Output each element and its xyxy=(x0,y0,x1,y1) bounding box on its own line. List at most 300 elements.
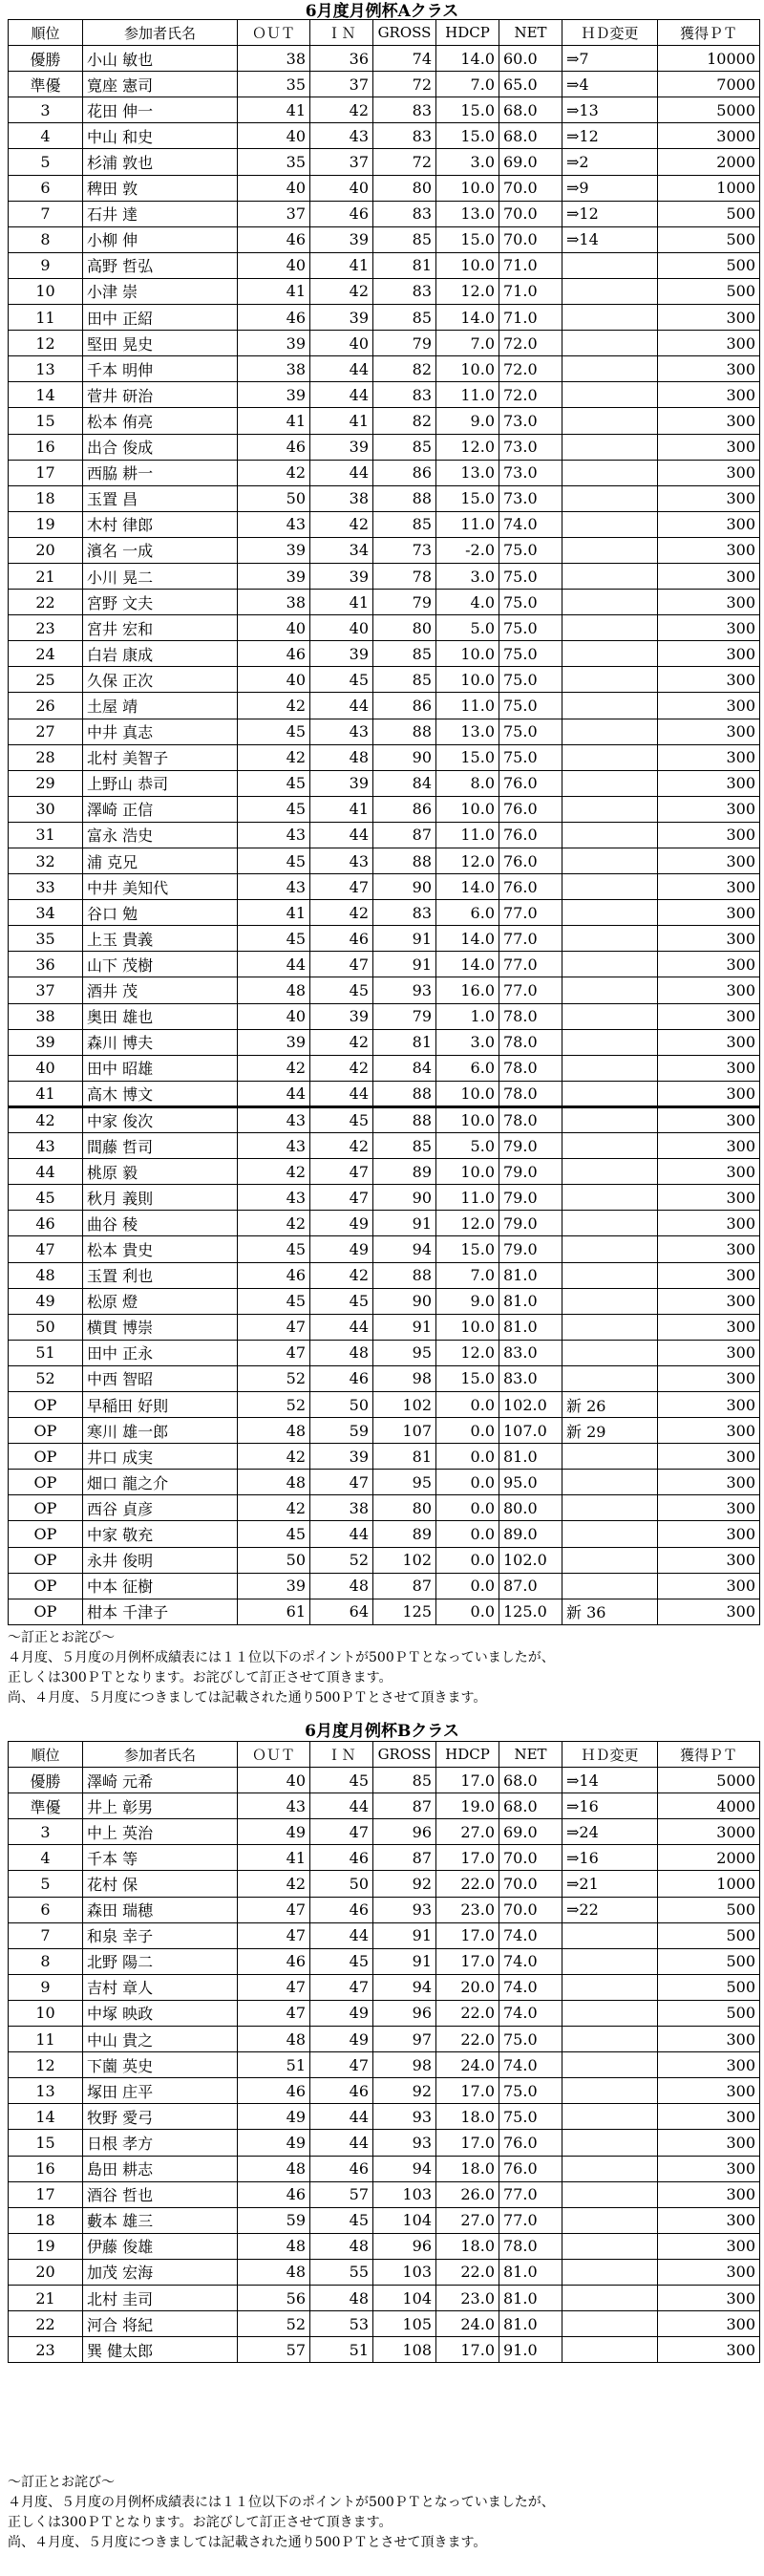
points-cell: 500 xyxy=(658,1922,760,1948)
points-cell: 300 xyxy=(658,744,760,770)
note-line: 正しくは300ＰＴとなります。お詫びして訂正させて頂きます。 xyxy=(8,1670,393,1685)
in-cell: 44 xyxy=(310,1521,373,1547)
out-cell: 47 xyxy=(238,1897,310,1922)
table-row xyxy=(9,149,760,175)
in-cell: 45 xyxy=(310,1106,373,1132)
rank-cell: 23 xyxy=(9,2337,83,2363)
out-cell: 45 xyxy=(238,1521,310,1547)
hdcp-cell: 27.0 xyxy=(436,1819,499,1845)
in-cell: 45 xyxy=(310,667,373,693)
hd-change-cell: ⇒22 xyxy=(562,1897,658,1922)
points-cell: 300 xyxy=(658,1470,760,1495)
name-cell: 中家 敬充 xyxy=(83,1521,238,1547)
name-cell: 稗田 敦 xyxy=(83,175,238,201)
table-row xyxy=(9,46,760,72)
name-cell: 小川 晃二 xyxy=(83,563,238,589)
points-cell: 300 xyxy=(658,563,760,589)
rank-cell: 32 xyxy=(9,848,83,874)
points-cell: 300 xyxy=(658,848,760,874)
name-cell: 藪本 雄三 xyxy=(83,2207,238,2233)
results-table-b xyxy=(8,1741,760,2363)
net-cell: 68.0 xyxy=(499,97,562,123)
gross-cell: 97 xyxy=(373,2027,436,2052)
hdcp-cell: 14.0 xyxy=(436,305,499,331)
table-row xyxy=(9,2233,760,2259)
hdcp-cell: 23.0 xyxy=(436,1897,499,1922)
column-header: HDCP xyxy=(436,1742,499,1768)
hdcp-cell: 18.0 xyxy=(436,2233,499,2259)
gross-cell: 88 xyxy=(373,1081,436,1106)
out-cell: 39 xyxy=(238,1573,310,1599)
points-cell: 300 xyxy=(658,1314,760,1340)
points-cell: 300 xyxy=(658,1365,760,1391)
net-cell: 77.0 xyxy=(499,2181,562,2207)
hdcp-cell: 5.0 xyxy=(436,1133,499,1159)
points-cell: 2000 xyxy=(658,1845,760,1871)
points-cell: 300 xyxy=(658,1547,760,1573)
net-cell: 74.0 xyxy=(499,511,562,537)
points-cell: 4000 xyxy=(658,1793,760,1819)
out-cell: 48 xyxy=(238,2027,310,2052)
name-cell: 中塚 映政 xyxy=(83,2000,238,2026)
in-cell: 48 xyxy=(310,1340,373,1365)
gross-cell: 84 xyxy=(373,1055,436,1081)
net-cell: 71.0 xyxy=(499,278,562,304)
hd-change-cell: ⇒16 xyxy=(562,1793,658,1819)
points-cell: 300 xyxy=(658,1418,760,1444)
table-row xyxy=(9,1948,760,1974)
hd-change-cell: ⇒12 xyxy=(562,201,658,226)
out-cell: 42 xyxy=(238,1871,310,1897)
hdcp-cell: 0.0 xyxy=(436,1391,499,1417)
column-header: ＩＮ xyxy=(310,20,373,46)
in-cell: 42 xyxy=(310,278,373,304)
in-cell: 44 xyxy=(310,1314,373,1340)
hd-change-cell xyxy=(562,2337,658,2363)
column-header: ＨＤ変更 xyxy=(562,1742,658,1768)
rank-cell: OP xyxy=(9,1391,83,1417)
name-cell: 杉浦 敦也 xyxy=(83,149,238,175)
points-cell: 300 xyxy=(658,667,760,693)
table-row xyxy=(9,1081,760,1106)
points-cell: 300 xyxy=(658,2259,760,2285)
hd-change-cell: ⇒9 xyxy=(562,175,658,201)
out-cell: 49 xyxy=(238,1819,310,1845)
points-cell: 300 xyxy=(658,2285,760,2310)
gross-cell: 98 xyxy=(373,1365,436,1391)
net-cell: 76.0 xyxy=(499,2130,562,2156)
rank-cell: 49 xyxy=(9,1288,83,1314)
rank-cell: 33 xyxy=(9,874,83,900)
hdcp-cell: 22.0 xyxy=(436,1871,499,1897)
out-cell: 40 xyxy=(238,667,310,693)
gross-cell: 102 xyxy=(373,1547,436,1573)
points-cell: 3000 xyxy=(658,1819,760,1845)
net-cell: 102.0 xyxy=(499,1547,562,1573)
rank-cell: OP xyxy=(9,1470,83,1495)
name-cell: 小柳 伸 xyxy=(83,226,238,252)
in-cell: 47 xyxy=(310,1185,373,1211)
gross-cell: 103 xyxy=(373,2181,436,2207)
points-cell: 300 xyxy=(658,2233,760,2259)
in-cell: 39 xyxy=(310,563,373,589)
hdcp-cell: 17.0 xyxy=(436,1768,499,1793)
out-cell: 42 xyxy=(238,1211,310,1236)
rank-cell: OP xyxy=(9,1444,83,1470)
hdcp-cell: 10.0 xyxy=(436,796,499,822)
net-cell: 70.0 xyxy=(499,226,562,252)
hdcp-cell: 0.0 xyxy=(436,1495,499,1521)
hd-change-cell xyxy=(562,1444,658,1470)
points-cell: 300 xyxy=(658,2337,760,2363)
net-cell: 75.0 xyxy=(499,537,562,563)
hd-change-cell: 新 29 xyxy=(562,1418,658,1444)
out-cell: 48 xyxy=(238,2259,310,2285)
hd-change-cell xyxy=(562,900,658,926)
table-row xyxy=(9,796,760,822)
name-cell: 加茂 宏海 xyxy=(83,2259,238,2285)
out-cell: 39 xyxy=(238,563,310,589)
gross-cell: 82 xyxy=(373,356,436,382)
points-cell: 300 xyxy=(658,2207,760,2233)
in-cell: 45 xyxy=(310,1288,373,1314)
hdcp-cell: 10.0 xyxy=(436,252,499,278)
hd-change-cell xyxy=(562,615,658,641)
in-cell: 50 xyxy=(310,1391,373,1417)
name-cell: 松本 侑亮 xyxy=(83,408,238,434)
out-cell: 42 xyxy=(238,1495,310,1521)
net-cell: 73.0 xyxy=(499,460,562,485)
out-cell: 49 xyxy=(238,2104,310,2130)
table-row xyxy=(9,1599,760,1624)
rank-cell: 41 xyxy=(9,1081,83,1106)
points-cell: 300 xyxy=(658,641,760,667)
out-cell: 40 xyxy=(238,1768,310,1793)
points-cell: 1000 xyxy=(658,175,760,201)
table-row xyxy=(9,537,760,563)
hdcp-cell: 17.0 xyxy=(436,1922,499,1948)
hdcp-cell: 7.0 xyxy=(436,72,499,97)
net-cell: 73.0 xyxy=(499,434,562,460)
table-row xyxy=(9,123,760,149)
hd-change-cell xyxy=(562,2259,658,2285)
rank-cell: OP xyxy=(9,1418,83,1444)
points-cell: 300 xyxy=(658,485,760,511)
column-header: 参加者氏名 xyxy=(83,1742,238,1768)
out-cell: 40 xyxy=(238,175,310,201)
name-cell: 千本 等 xyxy=(83,1845,238,1871)
hd-change-cell xyxy=(562,2311,658,2337)
rank-cell: 40 xyxy=(9,1055,83,1081)
points-cell: 300 xyxy=(658,1444,760,1470)
table-row xyxy=(9,97,760,123)
in-cell: 59 xyxy=(310,1418,373,1444)
note-line: ４月度、５月度の月例杯成績表には１１位以下のポイントが500ＰＴとなっていましたが、 xyxy=(8,2495,555,2510)
gross-cell: 91 xyxy=(373,1948,436,1974)
in-cell: 39 xyxy=(310,305,373,331)
out-cell: 45 xyxy=(238,719,310,744)
gross-cell: 78 xyxy=(373,563,436,589)
gross-cell: 80 xyxy=(373,175,436,201)
out-cell: 47 xyxy=(238,1974,310,2000)
out-cell: 42 xyxy=(238,1444,310,1470)
rank-cell: 35 xyxy=(9,926,83,952)
table-row xyxy=(9,2130,760,2156)
in-cell: 39 xyxy=(310,770,373,796)
points-cell: 300 xyxy=(658,2181,760,2207)
name-cell: 田中 昭雄 xyxy=(83,1055,238,1081)
out-cell: 61 xyxy=(238,1599,310,1624)
points-cell: 300 xyxy=(658,2078,760,2104)
hd-change-cell xyxy=(562,641,658,667)
table-row xyxy=(9,641,760,667)
hdcp-cell: 15.0 xyxy=(436,1365,499,1391)
in-cell: 48 xyxy=(310,2285,373,2310)
name-cell: 寛座 憲司 xyxy=(83,72,238,97)
in-cell: 40 xyxy=(310,175,373,201)
hdcp-cell: 15.0 xyxy=(436,226,499,252)
points-cell: 300 xyxy=(658,615,760,641)
name-cell: 富永 浩史 xyxy=(83,822,238,848)
net-cell: 81.0 xyxy=(499,1262,562,1288)
table-row xyxy=(9,2052,760,2078)
table-row xyxy=(9,278,760,304)
net-cell: 68.0 xyxy=(499,123,562,149)
rank-cell: 6 xyxy=(9,1897,83,1922)
in-cell: 45 xyxy=(310,1768,373,1793)
net-cell: 79.0 xyxy=(499,1211,562,1236)
table-row xyxy=(9,1547,760,1573)
hd-change-cell xyxy=(562,485,658,511)
out-cell: 47 xyxy=(238,1922,310,1948)
name-cell: 松原 燈 xyxy=(83,1288,238,1314)
hd-change-cell xyxy=(562,563,658,589)
points-cell: 3000 xyxy=(658,123,760,149)
hdcp-cell: 22.0 xyxy=(436,2027,499,2052)
rank-cell: 優勝 xyxy=(9,1768,83,1793)
in-cell: 39 xyxy=(310,641,373,667)
points-cell: 300 xyxy=(658,1599,760,1624)
hdcp-cell: 6.0 xyxy=(436,900,499,926)
net-cell: 69.0 xyxy=(499,149,562,175)
out-cell: 45 xyxy=(238,1236,310,1262)
gross-cell: 85 xyxy=(373,1768,436,1793)
rank-cell: 37 xyxy=(9,977,83,1003)
points-cell: 7000 xyxy=(658,72,760,97)
hdcp-cell: 17.0 xyxy=(436,2078,499,2104)
gross-cell: 86 xyxy=(373,693,436,719)
points-cell: 300 xyxy=(658,1055,760,1081)
rank-cell: 10 xyxy=(9,278,83,304)
rank-cell: 51 xyxy=(9,1340,83,1365)
column-header: NET xyxy=(499,1742,562,1768)
gross-cell: 88 xyxy=(373,1262,436,1288)
hd-change-cell xyxy=(562,434,658,460)
note-line: ～訂正とお詫び～ xyxy=(8,2475,115,2490)
rank-cell: 28 xyxy=(9,744,83,770)
name-cell: 日根 孝方 xyxy=(83,2130,238,2156)
in-cell: 47 xyxy=(310,952,373,977)
gross-cell: 91 xyxy=(373,952,436,977)
points-cell: 300 xyxy=(658,796,760,822)
points-cell: 300 xyxy=(658,1521,760,1547)
name-cell: 柑本 千津子 xyxy=(83,1599,238,1624)
table-row xyxy=(9,2259,760,2285)
out-cell: 47 xyxy=(238,2000,310,2026)
out-cell: 41 xyxy=(238,1845,310,1871)
hd-change-cell xyxy=(562,408,658,434)
points-cell: 300 xyxy=(658,511,760,537)
out-cell: 46 xyxy=(238,434,310,460)
rank-cell: 6 xyxy=(9,175,83,201)
out-cell: 48 xyxy=(238,977,310,1003)
name-cell: 千本 明伸 xyxy=(83,356,238,382)
table-row xyxy=(9,2104,760,2130)
net-cell: 75.0 xyxy=(499,719,562,744)
table-row xyxy=(9,356,760,382)
gross-cell: 88 xyxy=(373,848,436,874)
out-cell: 59 xyxy=(238,2207,310,2233)
points-cell: 300 xyxy=(658,434,760,460)
column-header: ＩＮ xyxy=(310,1742,373,1768)
column-header: 順位 xyxy=(9,1742,83,1768)
hd-change-cell: ⇒7 xyxy=(562,46,658,72)
column-header: NET xyxy=(499,20,562,46)
hdcp-cell: 10.0 xyxy=(436,667,499,693)
net-cell: 87.0 xyxy=(499,1573,562,1599)
hd-change-cell xyxy=(562,952,658,977)
net-cell: 78.0 xyxy=(499,1106,562,1132)
gross-cell: 92 xyxy=(373,2078,436,2104)
in-cell: 38 xyxy=(310,1495,373,1521)
gross-cell: 107 xyxy=(373,1418,436,1444)
net-cell: 78.0 xyxy=(499,1003,562,1029)
name-cell: 中井 真志 xyxy=(83,719,238,744)
out-cell: 48 xyxy=(238,1418,310,1444)
hd-change-cell xyxy=(562,382,658,408)
hdcp-cell: 15.0 xyxy=(436,1236,499,1262)
gross-cell: 104 xyxy=(373,2207,436,2233)
points-cell: 300 xyxy=(658,1003,760,1029)
rank-cell: 18 xyxy=(9,2207,83,2233)
gross-cell: 96 xyxy=(373,2233,436,2259)
out-cell: 42 xyxy=(238,460,310,485)
in-cell: 41 xyxy=(310,408,373,434)
points-cell: 300 xyxy=(658,822,760,848)
hdcp-cell: 20.0 xyxy=(436,1974,499,2000)
points-cell: 500 xyxy=(658,252,760,278)
rank-cell: 44 xyxy=(9,1159,83,1185)
points-cell: 500 xyxy=(658,1897,760,1922)
name-cell: 山下 茂樹 xyxy=(83,952,238,977)
gross-cell: 85 xyxy=(373,1133,436,1159)
name-cell: 松本 貴史 xyxy=(83,1236,238,1262)
name-cell: 濱名 一成 xyxy=(83,537,238,563)
hdcp-cell: 3.0 xyxy=(436,1029,499,1055)
gross-cell: 72 xyxy=(373,149,436,175)
name-cell: 寒川 雄一郎 xyxy=(83,1418,238,1444)
in-cell: 46 xyxy=(310,926,373,952)
net-cell: 74.0 xyxy=(499,2000,562,2026)
gross-cell: 91 xyxy=(373,1922,436,1948)
rank-cell: 30 xyxy=(9,796,83,822)
name-cell: 下薗 英史 xyxy=(83,2052,238,2078)
hd-change-cell xyxy=(562,926,658,952)
hdcp-cell: 6.0 xyxy=(436,1055,499,1081)
net-cell: 69.0 xyxy=(499,1819,562,1845)
hd-change-cell xyxy=(562,1314,658,1340)
hd-change-cell: ⇒24 xyxy=(562,1819,658,1845)
net-cell: 81.0 xyxy=(499,1314,562,1340)
name-cell: 小津 崇 xyxy=(83,278,238,304)
in-cell: 47 xyxy=(310,1819,373,1845)
rank-cell: OP xyxy=(9,1599,83,1624)
table-row xyxy=(9,848,760,874)
out-cell: 44 xyxy=(238,952,310,977)
hd-change-cell: ⇒14 xyxy=(562,1768,658,1793)
hdcp-cell: 9.0 xyxy=(436,408,499,434)
in-cell: 39 xyxy=(310,226,373,252)
table-row xyxy=(9,1211,760,1236)
name-cell: 花村 保 xyxy=(83,1871,238,1897)
points-cell: 300 xyxy=(658,2052,760,2078)
table-row xyxy=(9,874,760,900)
gross-cell: 79 xyxy=(373,590,436,615)
in-cell: 46 xyxy=(310,201,373,226)
hd-change-cell xyxy=(562,1133,658,1159)
points-cell: 300 xyxy=(658,2130,760,2156)
hdcp-cell: 11.0 xyxy=(436,1185,499,1211)
net-cell: 70.0 xyxy=(499,1897,562,1922)
name-cell: 中上 英治 xyxy=(83,1819,238,1845)
gross-cell: 94 xyxy=(373,2156,436,2181)
points-cell: 300 xyxy=(658,1288,760,1314)
table-row xyxy=(9,2000,760,2026)
name-cell: 井口 成実 xyxy=(83,1444,238,1470)
rank-cell: 42 xyxy=(9,1106,83,1132)
points-cell: 300 xyxy=(658,331,760,356)
column-header: ＯＵＴ xyxy=(238,20,310,46)
hd-change-cell xyxy=(562,1495,658,1521)
points-cell: 300 xyxy=(658,693,760,719)
net-cell: 78.0 xyxy=(499,1081,562,1106)
hdcp-cell: 0.0 xyxy=(436,1470,499,1495)
name-cell: 酒井 茂 xyxy=(83,977,238,1003)
hd-change-cell xyxy=(562,2181,658,2207)
column-header: GROSS xyxy=(373,20,436,46)
gross-cell: 125 xyxy=(373,1599,436,1624)
out-cell: 49 xyxy=(238,2130,310,2156)
name-cell: 塚田 庄平 xyxy=(83,2078,238,2104)
name-cell: 森川 博夫 xyxy=(83,1029,238,1055)
gross-cell: 81 xyxy=(373,252,436,278)
out-cell: 52 xyxy=(238,2311,310,2337)
rank-cell: 10 xyxy=(9,2000,83,2026)
hdcp-cell: 10.0 xyxy=(436,175,499,201)
in-cell: 44 xyxy=(310,2104,373,2130)
name-cell: 出合 俊成 xyxy=(83,434,238,460)
in-cell: 42 xyxy=(310,900,373,926)
hdcp-cell: 17.0 xyxy=(436,1845,499,1871)
hd-change-cell xyxy=(562,2130,658,2156)
hd-change-cell xyxy=(562,1340,658,1365)
points-cell: 300 xyxy=(658,1211,760,1236)
gross-cell: 108 xyxy=(373,2337,436,2363)
hdcp-cell: 0.0 xyxy=(436,1521,499,1547)
net-cell: 81.0 xyxy=(499,2311,562,2337)
table-row xyxy=(9,2027,760,2052)
hdcp-cell: 12.0 xyxy=(436,1211,499,1236)
